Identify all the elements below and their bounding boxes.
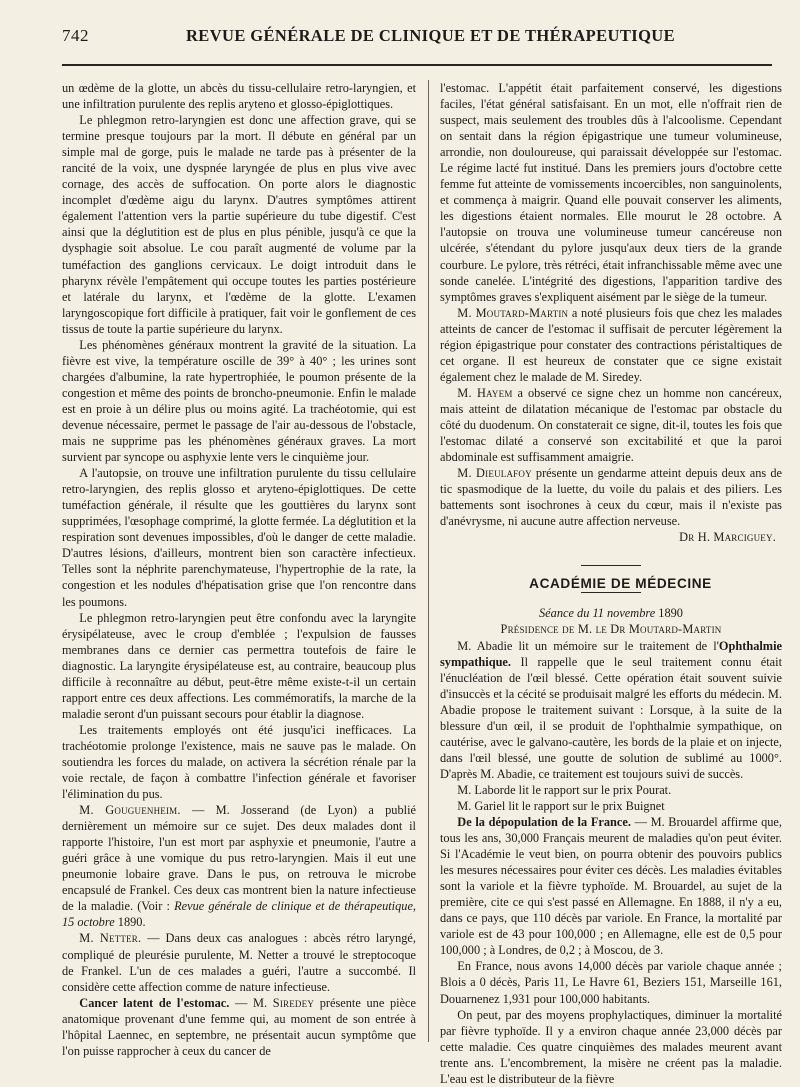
speaker-name: M. Dieulafoy	[457, 466, 532, 481]
paragraph	[440, 385, 782, 465]
paragraph: M. Gariel lit le rapport sur le prix Buignet	[457, 798, 665, 813]
paragraph	[62, 930, 416, 994]
paragraph: Le phlegmon retro-laryngien peut être confondu avec la laryngite érysipélateuse, avec le croup d'emblée ; l'expulsion de fausses membranes dans ce dernier cas permettra toutefois de faire le diagnostic. La laryngite érysipélateuse est, au contraire, beaucoup plus difficile à reconnaître au début, peut-être même existe-t-il un certain rapport entre ces deux affections. Les commémoratifs, la marche de la maladie seront d'un puissant secours pour établir la diagnose.	[62, 610, 416, 721]
paragraph-text: présente un gendarme atteint depuis deux ans de tic spasmodique de la luette, du voile du palais et des piliers. Les battements sont isochrones à ceux du cœur, mais il n'existe pas d'anévrysme, ni aucune autre affection nerveuse.	[440, 466, 782, 529]
author-signature: Dr H. Marciguey.	[679, 530, 776, 545]
paragraph-text: — M. Josserand (de Lyon) a publié dernièrement un mémoire sur ce sujet. Des deux malades dont il rapporte l'histoire, l'un est mort par asphyxie et pneumonie, l'autre a guéri grâce à une vomique du pus retro-laryngien. Mais il eut une pneumonie lobaire grave. Dans le pus, on retrouva le microbe encapsulé de Frankel. Ces deux cas montrent bien la nature infectieuse de la maladie. (Voir :	[62, 803, 416, 914]
paragraph	[62, 802, 416, 930]
paragraph: En France, nous avons 14,000 décès par variole chaque année ; Blois a 0 décès, Paris 11, Le Havre 61, Beziers 151, Marseille 161, Douarnenez 1,931 pour 100,000 habitants.	[440, 959, 782, 1006]
paragraph-text: M. Abadie lit un mémoire sur le traitement de l'	[457, 638, 719, 653]
paragraph: Les traitements employés ont été jusqu'ici inefficaces. La trachéotomie prolonge l'existence, mais ne sauve pas le malade. On soutiendra les forces du malade, on activera la sécrétion rénale par la voie rectale, de façon à combattre l'infection générale et favoriser l'élimination du pus.	[62, 722, 416, 802]
speaker-name: M. Hayem	[457, 385, 513, 400]
speaker-name: M. Gouguenheim.	[79, 803, 181, 818]
run-in-title: Ophthalmie sympathique.	[440, 638, 782, 669]
paragraph: On peut, par des moyens prophylactiques, diminuer la mortalité par fièvre typhoïde. Il y a environ chaque année 23,000 décès par cette maladie. Ces quatre cinquièmes des malades meurent avant trente ans. L'encombrement, la misère ne créent pas la maladie. L'eau est le distributeur de la fièvre	[440, 1007, 782, 1086]
paragraph-text: — M. Brouardel affirme que, tous les ans, 30,000 Français meurent de maladies qu'on peut éviter. Si l'Académie le veut bien, on pourra obtenir des pouvoirs publics les mesures nécessaires pour éviter ces décès. Les maladies évitables sont la variole et la fièvre typhoïde. M. Brouardel, au sujet de la première, cite ce qui s'est passé en Allemagne. En 1888, il n'y a eu, dans ce pays, que 110 décès par variole. En France, la mortalité par variole est de 43 pour 100,000 ; en Allemagne, elle est de 0,5 pour 100,000 ; à Londres, de 0,2 ; à Moscou, de 3.	[440, 815, 782, 958]
paragraph-text: présente une pièce anatomique provenant d'une femme qui, au moment de son entrée à l'hôpital Laennec, en septembre, ne présentait aucun symptôme que l'on puisse rapprocher à ceux du cancer de	[62, 995, 416, 1058]
section-rule	[581, 565, 641, 566]
paragraph: Le phlegmon retro-laryngien est donc une affection grave, qui se termine presque toujours par la mort. Il débute en général par un simple mal de gorge, puis le malade ne tarde pas à présenter de la rancité de la voix, une dyspnée laryngée de plus en plus vive avec cornage, des accès de suffocation. On porte alors le diagnostic incomplet d'œdème aigu du larynx. D'autres symptômes attirent également l'attention vers la partie supérieure du tube digestif. C'est ainsi que la déglutition est de plus en plus pénible, jusqu'à ce que la dysphagie soit absolue. Le cou paraît augmenté de volume par la tuméfaction des ganglions cervicaux. Le doigt introduit dans le pharynx révèle l'empâtement qui occupe toutes les parties postérieure et latérale du larynx, et l'œdème de la glotte. L'examen laryngoscopique fort difficile à pratiquer, fait voir le gonflement de ces tissus de toute la partie supérieure du larynx.	[62, 113, 416, 336]
section-rule	[581, 592, 641, 593]
paragraph: M. Laborde lit le rapport sur le prix Pourat.	[457, 782, 672, 797]
section-title: ACADÉMIE DE MÉDECINE	[529, 576, 712, 592]
session-year: 1890	[655, 606, 683, 621]
journal-reference: Revue générale de clinique et de thérapeutique, 15 octobre	[62, 899, 417, 930]
running-title: REVUE GÉNÉRALE DE CLINIQUE ET DE THÉRAPEUTIQUE	[185, 26, 676, 45]
session-label: Séance du 11 novembre	[539, 606, 656, 621]
paragraph: un œdème de la glotte, un abcès du tissu-cellulaire retro-laryngien, et une infiltration purulente des replis aryteno et glosso-épiglottiques.	[62, 81, 416, 112]
paragraph	[440, 465, 782, 529]
left-column	[62, 80, 417, 1058]
header-rule	[62, 64, 772, 66]
paragraph-text: a observé ce signe chez un homme non cancéreux, mais atteint de dilatation mécanique de l'estomac par obstacle du côté du duodenum. On constaterait ce signe, dit-il, toutes les fois que l'estomac dilaté a conservé son excitabilité et que la paroi abdominale est suffisamment amaigrie.	[440, 385, 782, 465]
presidency-line: Présidence de M. le Dr Moutard-Martin	[500, 622, 722, 637]
paragraph-text: Il rappelle que le seul traitement connu était l'énucléation de l'œil blessé. Cette opération était souvent suivie d'insuccès et la cécité se produisait malgré les efforts du médecin. M. Abadie propose le traitement suivant : Lorsque, à la suite de la blessure d'un œil, il se produit de l'ophthalmie sympathique, on cautérise, avec le galvano-cautère, les bords de la plaie et on injecte, dans l'œil blessé, une goutte de solution de sublimé au 1000°. D'après M. Abadie, ce traitement est toujours suivi de succès.	[440, 654, 782, 781]
paragraph-text: a noté plusieurs fois que chez les malades atteints de cancer de l'estomac il suffisait de percuter légèrement la région épigastrique pour constater des contractions péristaltiques de cet organe. Il est heureux de constater que ce signe existait également chez le malade de M. Siredey.	[440, 305, 783, 384]
speaker-name: M. Netter.	[79, 931, 142, 946]
right-column	[440, 80, 783, 1086]
page-header	[62, 26, 772, 52]
paragraph-text: 1890.	[114, 915, 146, 930]
paragraph	[62, 995, 416, 1059]
column-divider	[428, 80, 429, 1042]
paragraph	[440, 305, 782, 385]
paragraph	[440, 814, 782, 958]
paragraph: l'estomac. L'appétit était parfaitement conservé, les digestions faciles, l'état général satisfaisant. En un mot, elle n'offrait rien de suspect, mais seulement des troubles dûs à l'alcoolisme. Cependant on sentait dans la région épigastrique une tumeur volumineuse, arrondie, non douloureuse, qui paraissait développée sur l'estomac. Le régime lacté fut institué. Dans les premiers jours d'octobre cette femme fut atteinte de vomissements incoercibles, non sanguinolents, et commença à maigrir. Quand elle pouvait conserver les aliments, les digestions étaient normales. Elle mourut le 28 octobre. A l'autopsie on trouva une volumineuse tumeur cancéreuse non ulcérée, s'étendant du pylore jusqu'aux deux tiers de la grande courbure. Le pylore, très rétréci, était infranchissable même avec une sonde canelée. L'intégrité des digestions, l'apparition tardive des symptômes graves s'expliquent aisément par le siège de la tumeur.	[440, 81, 782, 304]
page-number: 742	[62, 26, 89, 45]
speaker-name: Siredey	[272, 995, 315, 1010]
paragraph: Les phénomènes généraux montrent la gravité de la situation. La fièvre est vive, la température oscille de 39° à 40° ; les urines sont chargées d'albumine, la rate hypertrophiée, le poumon présente de la congestion et même des points de broncho-pneumonie. Enfin le malade est en proie à un délire plus ou moins agité. La trachéotomie, qui est devenue nécessaire, permet le passage de l'air au-dessous de l'obstacle, mais ne supprime pas les phénomènes généraux graves. La mort survient par syncope ou asphyxie lente vers le cinquième jour.	[62, 337, 416, 465]
paragraph	[440, 638, 782, 782]
speaker-name: M. Moutard-Martin	[457, 305, 569, 320]
paragraph: A l'autopsie, on trouve une infiltration purulente du tissu cellulaire retro-laryngien, des replis glosso et aryteno-épiglottiques. De cette tuméfaction générale, il résulte que les gouttières du larynx sont supprimées, l'œsophage comprimé, la glotte fermée. La déglutition et la respiration sont devenues impossibles, d'où le danger de cette maladie. D'autres lésions, d'ailleurs, montrent bien son caractère infectieux. Telles sont la néphrite parenchymateuse, l'hypertrophie de la rate, la congestion et les nodules d'hépatisation grise que l'on rencontre dans les poumons.	[62, 466, 416, 609]
run-in-title: Cancer latent de l'estomac.	[79, 995, 230, 1010]
paragraph-text: — M.	[229, 995, 273, 1010]
session-date	[440, 605, 782, 621]
paragraph-text: — Dans deux cas analogues : abcès rétro laryngé, compliqué de pleurésie purulente, M. Netter a trouvé le streptocoque de Frankel. L'un de ces malades a guéri, l'autre a succombé. Il considère cette affection comme de nature infectieuse.	[62, 931, 416, 994]
run-in-title: De la dépopulation de la France.	[457, 815, 631, 830]
